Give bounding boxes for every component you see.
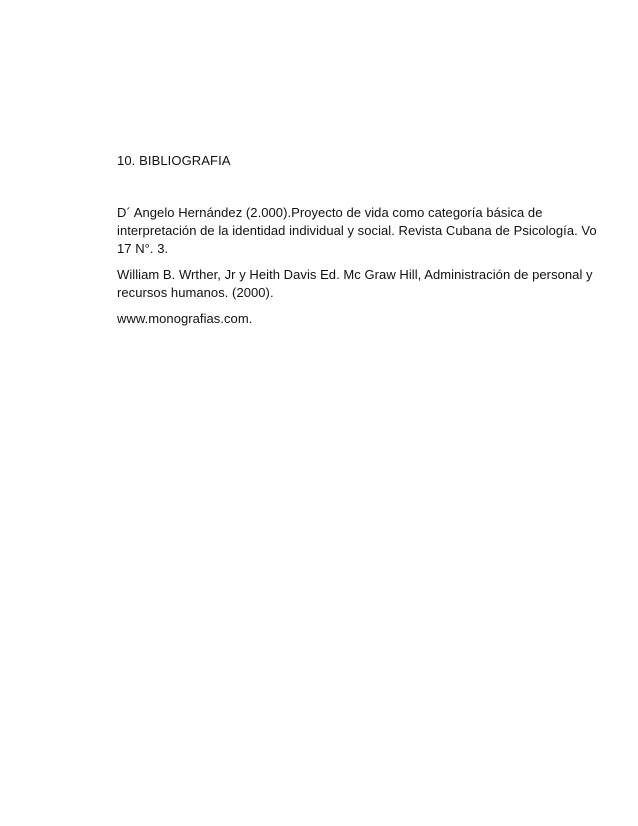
reference-line: recursos humanos. (2000). (117, 285, 274, 300)
bibliography-entry-werther (117, 266, 597, 302)
reference-line: D´ Angelo Hernández (2.000).Proyecto de vida como categoría básica de (117, 205, 543, 220)
bibliography-entry-dangelo (117, 204, 597, 258)
section-heading: 10. BIBLIOGRAFIA (117, 153, 231, 168)
reference-line: interpretación de la identidad individual y social. Revista Cubana de Psicología. Vo (117, 223, 597, 238)
bibliography-list (117, 204, 597, 336)
bibliography-entry-monografias (117, 310, 597, 328)
reference-line: 17 N°. 3. (117, 241, 169, 256)
reference-line: William B. Wrther, Jr y Heith Davis Ed. Mc Graw Hill, Administración de personal y (117, 267, 593, 282)
reference-line: www.monografias.com. (117, 311, 253, 326)
